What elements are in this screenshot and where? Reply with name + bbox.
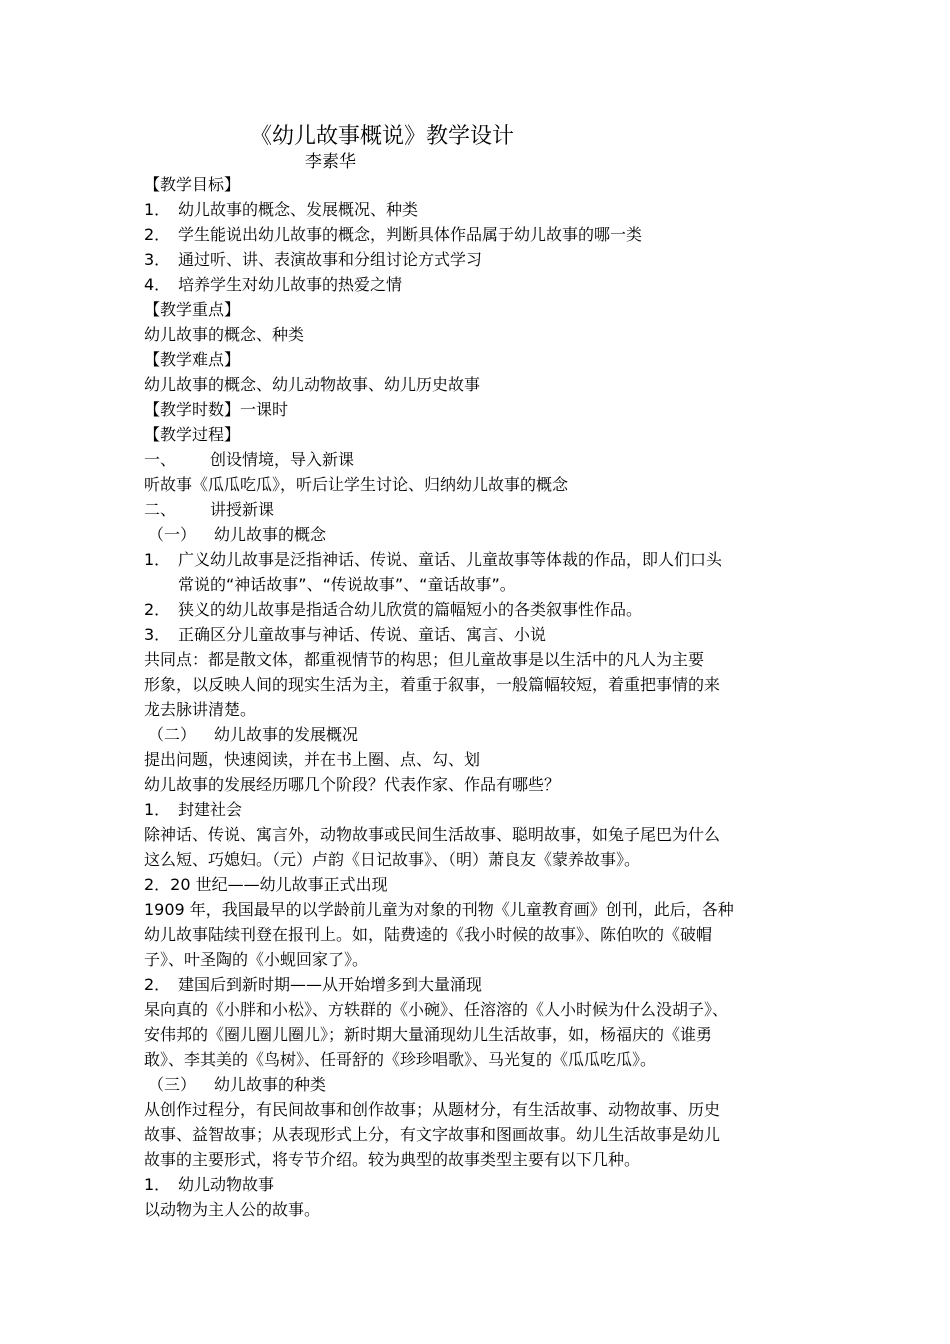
- list-text: 正确区分儿童故事与神话、传说、童话、寓言、小说: [178, 625, 547, 644]
- section-number: （一）: [148, 525, 197, 544]
- paragraph-line: 这么短、巧媳妇。（元）卢韵《日记故事》、（明）萧良友《蒙养故事》。: [144, 850, 641, 869]
- goal-item: [144, 247, 814, 272]
- part-heading: [144, 497, 814, 522]
- paragraph-line: 提出问题，快速阅读，并在书上圈、点、勾、划: [144, 750, 481, 769]
- section-number: （三）: [148, 1075, 197, 1094]
- section-title: 幼儿故事的种类: [214, 1075, 327, 1094]
- hours-heading: 【教学时数】一课时: [144, 400, 289, 419]
- goal-number: 4．: [144, 275, 171, 294]
- paragraph-line: 从创作过程分，有民间故事和创作故事；从题材分，有生活故事、动物故事、历史: [144, 1100, 721, 1119]
- paragraph-line: 敢》、李其美的《鸟树》、任哥舒的《珍珍唱歌》、马光复的《瓜瓜吃瓜》。: [144, 1050, 657, 1069]
- goal-number: 2．: [144, 225, 171, 244]
- document-body: [144, 172, 814, 1222]
- goal-text: 通过听、讲、表演故事和分组讨论方式学习: [178, 250, 483, 269]
- list-number: 2．: [144, 975, 171, 994]
- paragraph-line: 幼儿故事陆续刊登在报刊上。如，陆费逵的《我小时候的故事》、陈伯吹的《破帽: [144, 925, 713, 944]
- part-title: 讲授新课: [210, 500, 275, 519]
- list-number: 1．: [144, 1175, 171, 1194]
- goal-text: 学生能说出幼儿故事的概念，判断具体作品属于幼儿故事的哪一类: [178, 225, 643, 244]
- key-points-heading: 【教学重点】: [144, 300, 241, 319]
- list-text: 狭义的幼儿故事是指适合幼儿欣赏的篇幅短小的各类叙事性作品。: [178, 600, 643, 619]
- list-item: [144, 797, 814, 822]
- goal-text: 幼儿故事的概念、发展概况、种类: [178, 200, 419, 219]
- difficulties-heading: 【教学难点】: [144, 350, 241, 369]
- paragraph-line: 龙去脉讲清楚。: [144, 700, 257, 719]
- paragraph-line: 形象，以反映人间的现实生活为主，着重于叙事，一般篇幅较短，着重把事情的来: [144, 675, 721, 694]
- section-heading: [144, 722, 814, 747]
- goal-item: [144, 197, 814, 222]
- section-heading: [144, 522, 814, 547]
- section-title: 幼儿故事的概念: [214, 525, 327, 544]
- document-title: 《幼儿故事概说》教学设计: [250, 124, 515, 149]
- goal-number: 1．: [144, 200, 171, 219]
- paragraph-line: 故事的主要形式，将专节介绍。较为典型的故事类型主要有以下几种。: [144, 1150, 641, 1169]
- paragraph-line: 以动物为主人公的故事。: [144, 1200, 321, 1219]
- section-heading: [144, 1072, 814, 1097]
- paragraph-line: 子》、叶圣陶的《小蚬回家了》。: [144, 950, 369, 969]
- list-text: 封建社会: [178, 800, 243, 819]
- list-item: [144, 622, 814, 647]
- list-text: 幼儿动物故事: [178, 1175, 275, 1194]
- list-text: 建国后到新时期——从开始增多到大量涌现: [178, 975, 483, 994]
- goal-item: [144, 222, 814, 247]
- section-number: （二）: [148, 725, 197, 744]
- paragraph-line: 故事、益智故事；从表现形式上分，有文字故事和图画故事。幼儿生活故事是幼儿: [144, 1125, 721, 1144]
- paragraph-line: 除神话、传说、寓言外，动物故事或民间生活故事、聪明故事，如兔子尾巴为什么: [144, 825, 721, 844]
- paragraph-line: 幼儿故事的发展经历哪几个阶段？代表作家、作品有哪些？: [144, 775, 561, 794]
- list-number: 2．: [144, 600, 171, 619]
- list-item: [144, 597, 814, 622]
- paragraph-line: 共同点：都是散文体，都重视情节的构思；但儿童故事是以生活中的凡人为主要: [144, 650, 705, 669]
- list-item: 2．20 世纪——幼儿故事正式出现: [144, 875, 388, 894]
- paragraph-line: 听故事《瓜瓜吃瓜》，听后让学生讨论、归纳幼儿故事的概念: [144, 475, 569, 494]
- list-text: 广义幼儿故事是泛指神话、传说、童话、儿童故事等体裁的作品，即人们口头: [178, 550, 723, 569]
- paragraph-line: 1909 年，我国最早的以学龄前儿童为对象的刊物《儿童教育画》创刊，此后，各种: [144, 900, 734, 919]
- goals-heading: 【教学目标】: [144, 175, 241, 194]
- paragraph-line: 安伟邦的《圈儿圈儿圈儿》；新时期大量涌现幼儿生活故事，如，杨福庆的《谁勇: [144, 1025, 713, 1044]
- part-number: 一、: [144, 450, 177, 469]
- difficulties-text: 幼儿故事的概念、幼儿动物故事、幼儿历史故事: [144, 375, 481, 394]
- list-number: 3．: [144, 625, 171, 644]
- list-item: [144, 972, 814, 997]
- goal-text: 培养学生对幼儿故事的热爱之情: [178, 275, 403, 294]
- list-number: 1．: [144, 800, 171, 819]
- goal-item: [144, 272, 814, 297]
- document-author: 李素华: [305, 152, 356, 172]
- list-item: [144, 547, 814, 572]
- process-heading: 【教学过程】: [144, 425, 241, 444]
- key-points-text: 幼儿故事的概念、种类: [144, 325, 305, 344]
- paragraph-line: 杲向真的《小胖和小松》、方轶群的《小碗》、任溶溶的《人小时候为什么没胡子》、: [144, 1000, 729, 1019]
- section-title: 幼儿故事的发展概况: [214, 725, 359, 744]
- part-number: 二、: [144, 500, 177, 519]
- list-item: [144, 1172, 814, 1197]
- part-title: 创设情境，导入新课: [210, 450, 355, 469]
- goal-number: 3．: [144, 250, 171, 269]
- list-number: 1．: [144, 550, 171, 569]
- part-heading: [144, 447, 814, 472]
- list-item-continuation: 常说的“神话故事”、“传说故事”、“童话故事”。: [178, 575, 516, 594]
